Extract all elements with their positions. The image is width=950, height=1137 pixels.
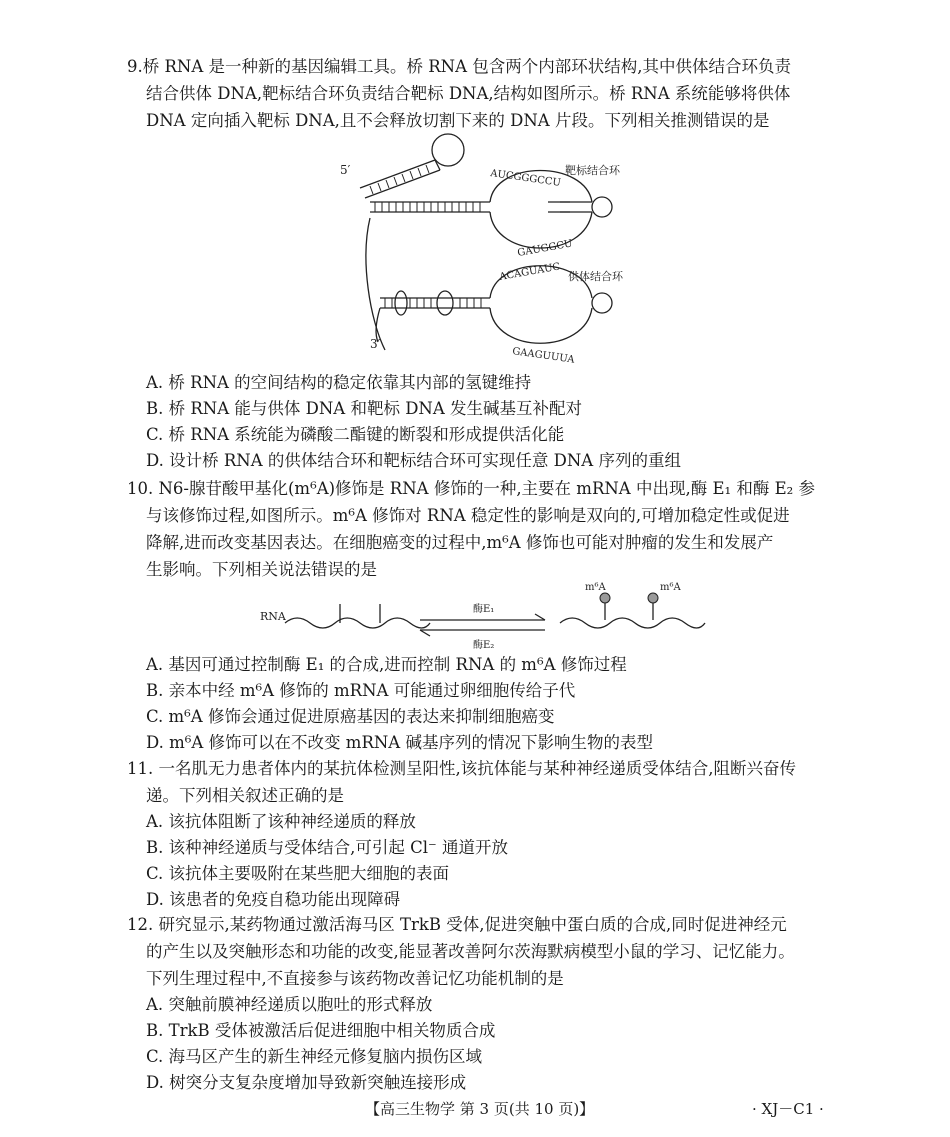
m6a-label-1: m⁶A — [585, 582, 606, 593]
target-top-seq: AUCGGGCCU — [489, 168, 562, 189]
q12-option-d: D. 树突分支复杂度增加导致新突触连接形成 — [146, 1073, 467, 1092]
m6a-marker-1 — [600, 593, 610, 603]
q11-option-d: D. 该患者的免疫自稳功能出现障碍 — [146, 890, 401, 909]
q9-option-a: A. 桥 RNA 的空间结构的稳定依靠其内部的氢键维持 — [146, 373, 532, 392]
target-loop-label: 靶标结合环 — [565, 164, 620, 177]
enzyme-e1-label: 酶E₁ — [473, 604, 495, 615]
donor-bottom-seq: GAAGUUUA — [511, 346, 576, 366]
q10-stem-line-1: 10. N6-腺苷酸甲基化(m⁶A)修饰是 RNA 修饰的一种,主要在 mRNA 中出现,酶 E₁ 和酶 E₂ 参 — [127, 479, 816, 498]
donor-loop-label: 供体结合环 — [568, 270, 623, 283]
page-footer: 【高三生物学 第 3 页(共 10 页)】 — [365, 1100, 595, 1118]
target-bottom-seq: GAUGGCU — [516, 238, 574, 259]
q12-option-a: A. 突触前膜神经递质以胞吐的形式释放 — [146, 995, 433, 1014]
q10-stem-line-3: 降解,进而改变基因表达。在细胞癌变的过程中,m⁶A 修饰也可能对肿瘤的发生和发展产 — [146, 533, 774, 552]
q9-stem-line-1: 9.桥 RNA 是一种新的基因编辑工具。桥 RNA 包含两个内部环状结构,其中供体结合环负责 — [127, 57, 792, 76]
enzyme-e2-label: 酶E₂ — [473, 640, 495, 651]
q10-option-d: D. m⁶A 修饰可以在不改变 mRNA 碱基序列的情况下影响生物的表型 — [146, 733, 653, 752]
q11-option-c: C. 该抗体主要吸附在某些肥大细胞的表面 — [146, 864, 450, 883]
m6a-modification-diagram — [255, 578, 715, 656]
m6a-label-2: m⁶A — [660, 582, 681, 593]
q11-stem-line-2: 递。下列相关叙述正确的是 — [146, 786, 344, 805]
q10-option-b: B. 亲本中经 m⁶A 修饰的 mRNA 可能通过卵细胞传给子代 — [146, 681, 576, 700]
q12-option-b: B. TrkB 受体被激活后促进细胞中相关物质合成 — [146, 1021, 496, 1040]
q9-option-b: B. 桥 RNA 能与供体 DNA 和靶标 DNA 发生碱基互补配对 — [146, 399, 583, 418]
q11-option-b: B. 该种神经递质与受体结合,可引起 Cl⁻ 通道开放 — [146, 838, 508, 857]
q10-stem-line-2: 与该修饰过程,如图所示。m⁶A 修饰对 RNA 稳定性的影响是双向的,可增加稳定性或促进 — [146, 506, 790, 525]
footer-code: · XJ－C1 · — [752, 1100, 824, 1118]
five-prime-label: 5′ — [340, 163, 351, 177]
q12-option-c: C. 海马区产生的新生神经元修复脑内损伤区域 — [146, 1047, 483, 1066]
q10-option-a: A. 基因可通过控制酶 E₁ 的合成,进而控制 RNA 的 m⁶A 修饰过程 — [146, 655, 627, 674]
q9-option-c: C. 桥 RNA 系统能为磷酸二酯键的断裂和形成提供活化能 — [146, 425, 565, 444]
bridge-rna-diagram — [330, 130, 630, 370]
q9-stem-line-2: 结合供体 DNA,靶标结合环负责结合靶标 DNA,结构如图所示。桥 RNA 系统能够将供体 — [146, 84, 791, 103]
q11-option-a: A. 该抗体阻断了该种神经递质的释放 — [146, 812, 416, 831]
q12-stem-line-1: 12. 研究显示,某药物通过激活海马区 TrkB 受体,促进突触中蛋白质的合成,同时促进神经元 — [127, 915, 787, 934]
q9-option-d: D. 设计桥 RNA 的供体结合环和靶标结合环可实现任意 DNA 序列的重组 — [146, 451, 681, 470]
q10-stem-line-4: 生影响。下列相关说法错误的是 — [146, 560, 377, 579]
q10-option-c: C. m⁶A 修饰会通过促进原癌基因的表达来抑制细胞癌变 — [146, 707, 555, 726]
q11-stem-line-1: 11. 一名肌无力患者体内的某抗体检测呈阳性,该抗体能与某种神经递质受体结合,阻断兴奋传 — [127, 759, 796, 778]
m6a-marker-2 — [648, 593, 658, 603]
q12-stem-line-2: 的产生以及突触形态和功能的改变,能显著改善阿尔茨海默病模型小鼠的学习、记忆能力。 — [146, 942, 795, 961]
q12-stem-line-3: 下列生理过程中,不直接参与该药物改善记忆功能机制的是 — [146, 969, 564, 988]
rna-label: RNA — [260, 610, 286, 623]
q9-stem-line-3: DNA 定向插入靶标 DNA,且不会释放切割下来的 DNA 片段。下列相关推测错误的是 — [146, 111, 770, 130]
donor-top-seq: ACAGUAUC — [498, 261, 562, 283]
three-prime-label: 3′ — [370, 337, 381, 351]
